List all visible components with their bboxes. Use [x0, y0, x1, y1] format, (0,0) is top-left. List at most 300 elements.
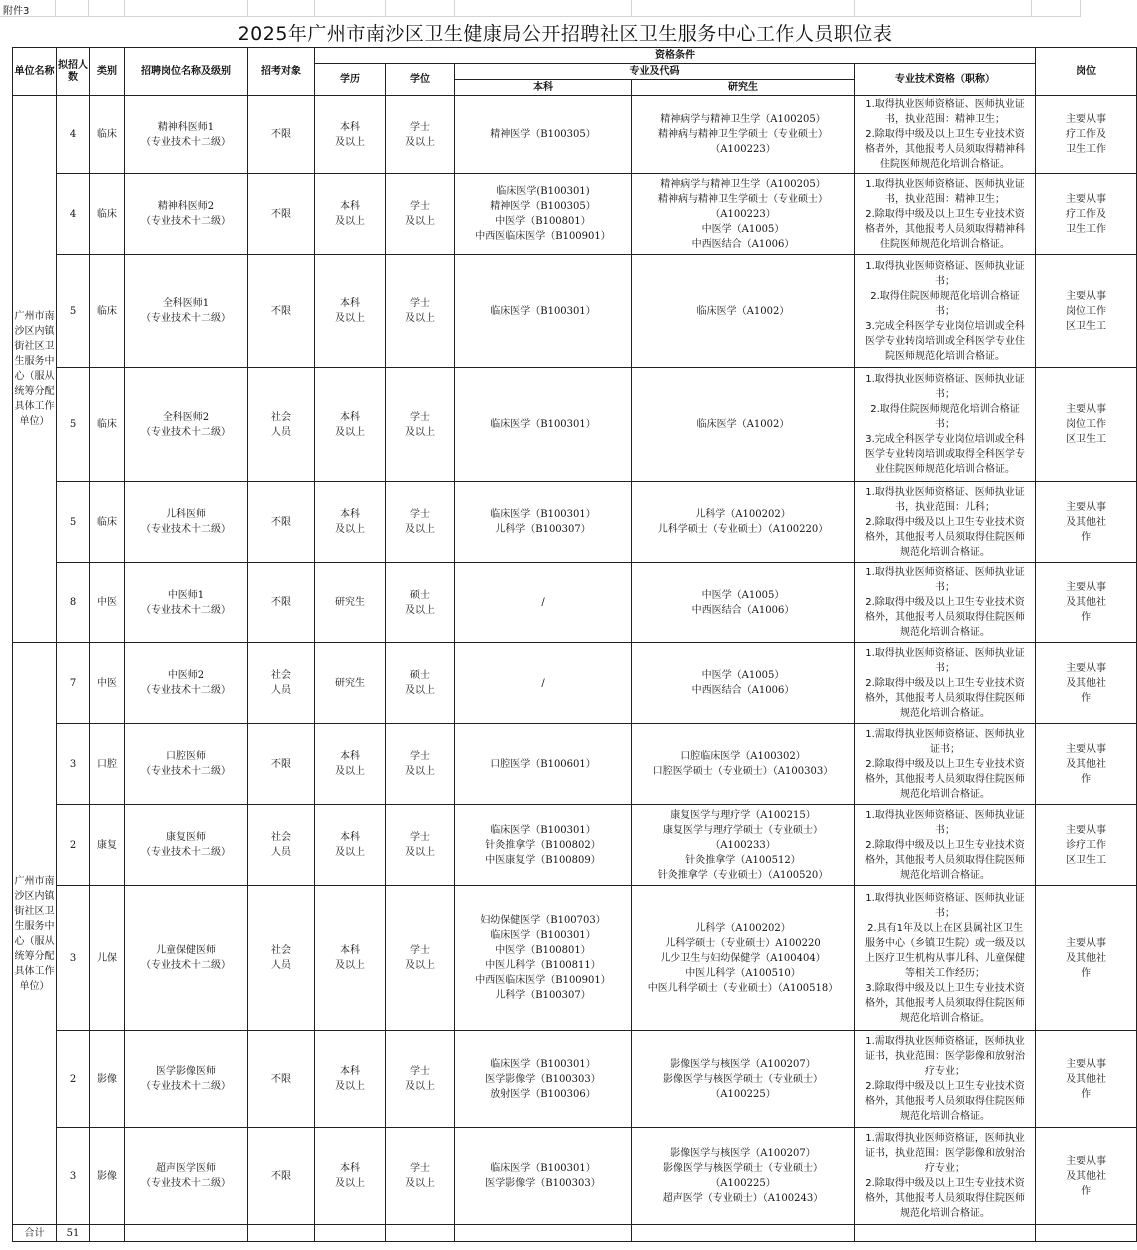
text-line: 精神科医师2 [157, 201, 215, 212]
text-line: 精神病与精神卫生学硕士（专业硕士） [658, 129, 828, 140]
text-line: 及其他社 [1066, 677, 1107, 689]
text-line: 规范化培训合格证。 [900, 1208, 991, 1219]
text-line: （专业技术十二级） [141, 1081, 231, 1092]
text-line: 儿童保健医师 [156, 945, 216, 956]
text-line: 2.具有1年及以上在区县属社区卫生 [867, 922, 1023, 934]
text-line: 区卫生工 [1066, 854, 1107, 866]
text-line: 格外，其他报考人员须取得住院医师 [865, 1096, 1026, 1107]
target-cell [248, 886, 315, 1031]
page-title: 2025年广州市南沙区卫生健康局公开招聘社区卫生服务中心工作人员职位表 [237, 23, 893, 45]
text-line: （专业技术十二级） [141, 847, 231, 858]
target-cell [248, 724, 315, 805]
category-cell: 口腔 [90, 724, 125, 805]
cell-text: 学士 及以上 [405, 832, 435, 858]
table-row [13, 174, 1137, 255]
text-line: 医学专业转岗培训或取得全科医学专 [865, 449, 1026, 460]
degree-cell [386, 724, 455, 805]
text-line: 儿少卫生与妇幼保健学（A100404） [660, 952, 826, 964]
text-line: 格外，其他报考人员须取得住院医师 [865, 1193, 1026, 1204]
text-line: 儿科学（A100202） [695, 509, 791, 520]
qualification-cell [855, 805, 1036, 886]
cell-text: 不限 [271, 129, 291, 140]
text-line: 中西医临床医学（B100901） [475, 231, 611, 242]
cell-text: 硕士 及以上 [405, 589, 435, 616]
education-cell [315, 174, 386, 255]
text-line: 书； [935, 907, 956, 919]
text-line: 作 [1081, 773, 1092, 785]
table-row [13, 368, 1137, 482]
text-line: 岗位工作 [1066, 305, 1107, 317]
table-row [13, 563, 1137, 643]
text-line: 医学影像学（B100303） [485, 1073, 601, 1085]
text-line: 格外，其他报考人员须取得住院医师 [865, 854, 1026, 866]
text-line: 住院医师规范化培训合格证。 [880, 159, 1011, 170]
total-label: 合计 [13, 1225, 57, 1242]
text-line: （专业技术十二级） [141, 426, 231, 438]
text-line: 中医儿科学（A100510） [685, 967, 801, 979]
total-row [13, 1225, 1137, 1242]
text-line: 针灸推拿学（B100802） [485, 839, 601, 851]
category-cell: 康复 [90, 805, 125, 886]
table-row [13, 255, 1137, 368]
text-line: 主要从事 [1066, 193, 1107, 205]
text-line: 格外，其他报考人员须取得住院医师 [865, 692, 1026, 704]
header-quota: 拟招人数 [57, 48, 90, 96]
text-line: 书； [935, 582, 956, 593]
text-line: 中西医结合（A1006） [691, 604, 795, 616]
table-row [13, 886, 1137, 1031]
text-line: 精神医学（B100305） [490, 129, 596, 140]
text-line: 疗专业； [925, 1163, 966, 1174]
text-line: 2.除取得中级及以上卫生专业技术资 [865, 1081, 1025, 1092]
header-category: 类别 [90, 48, 125, 96]
category-cell: 临床 [90, 368, 125, 482]
table-row [13, 482, 1137, 563]
post-cell [125, 174, 248, 255]
text-line: 规范化培训合格证。 [900, 869, 991, 881]
text-line: 全科医师1 [162, 298, 210, 309]
education-cell [315, 368, 386, 482]
text-line: 影像医学与核医学（A100207） [670, 1058, 816, 1070]
degree-cell [386, 96, 455, 174]
text-line: 3.完成全科医学专业岗位培训或全科 [865, 320, 1025, 332]
text-line: 医学专业转岗培训或全科医学专业住 [865, 335, 1026, 347]
text-line: （专业技术十二级） [141, 313, 231, 324]
degree-cell [386, 368, 455, 482]
text-line: 口腔医学（B100601） [490, 758, 596, 770]
text-line: 区卫生工 [1066, 434, 1107, 445]
target-cell [248, 1128, 315, 1225]
text-line: 2.取得住院医师规范化培训合格证 [870, 404, 1020, 415]
cell-text: 本科 及以上 [335, 751, 365, 777]
text-line: 2.除取得中级及以上卫生专业技术资 [865, 1178, 1025, 1189]
category-cell: 中医 [90, 563, 125, 643]
cell-text: 社会 人员 [271, 670, 291, 696]
text-line: 儿科学（B100307） [495, 524, 591, 535]
category-cell: 影像 [90, 1031, 125, 1128]
quota-cell: 4 [57, 96, 90, 174]
graduate-major-cell [632, 563, 855, 643]
text-line: 书； [935, 824, 956, 836]
target-cell [248, 805, 315, 886]
text-line: 书； [935, 662, 956, 674]
text-line: 主要从事 [1066, 501, 1107, 513]
graduate-major-cell [632, 724, 855, 805]
text-line: 中医师2 [167, 670, 205, 681]
qualification-cell [855, 1128, 1036, 1225]
graduate-major-cell [632, 174, 855, 255]
text-line: 作 [1081, 1185, 1092, 1197]
text-line: 格者外，其他报考人员须取得精神科 [865, 223, 1026, 235]
quota-cell: 5 [57, 255, 90, 368]
text-line: 2.取得住院医师规范化培训合格证 [870, 290, 1020, 302]
text-line: 精神科医师1 [157, 121, 215, 133]
text-line: 精神病学与精神卫生学（A100205） [660, 114, 826, 125]
cell-text: 不限 [271, 1073, 291, 1085]
undergrad-major-cell [455, 174, 632, 255]
duty-cell [1036, 805, 1137, 886]
text-line: 2.除取得中级及以上卫生专业技术资 [865, 208, 1025, 220]
header-undergrad: 本科 [455, 80, 632, 96]
table-row [13, 1031, 1137, 1128]
text-line: 儿科学（A100202） [695, 922, 791, 934]
text-line: 疗工作及 [1066, 129, 1107, 140]
degree-cell [386, 255, 455, 368]
text-line: 中医学（A1005） [701, 670, 785, 681]
quota-cell: 5 [57, 368, 90, 482]
cell-text: 不限 [271, 305, 291, 317]
duty-cell [1036, 255, 1137, 368]
degree-cell [386, 1128, 455, 1225]
text-line: 精神医学（B100305） [490, 201, 596, 212]
text-line: 精神病学与精神卫生学（A100205） [660, 178, 826, 190]
undergrad-major-cell [455, 886, 632, 1031]
text-line: 规范化培训合格证。 [900, 1012, 991, 1024]
text-line: 临床医学（A1002） [696, 305, 790, 317]
cell-text: 本科 及以上 [335, 945, 365, 971]
undergrad-major-cell [455, 96, 632, 174]
empty-cell [125, 1225, 248, 1242]
text-line: （专业技术十二级） [141, 766, 231, 777]
text-line: 1.取得执业医师资格证、医师执业证 [865, 567, 1025, 578]
text-line: 作 [1081, 692, 1092, 704]
text-line: 及其他社 [1066, 1170, 1107, 1182]
quota-cell: 5 [57, 482, 90, 563]
cell-text: 学士 及以上 [405, 298, 435, 324]
text-line: 临床医学（A1002） [696, 419, 790, 430]
text-line: 2.除取得中级及以上卫生专业技术资 [865, 597, 1025, 608]
undergrad-major-cell [455, 1128, 632, 1225]
text-line: 作 [1081, 531, 1092, 543]
duty-cell [1036, 724, 1137, 805]
text-line: （专业技术十二级） [141, 960, 231, 971]
cell-text: 本科 及以上 [335, 411, 365, 438]
text-line: （专业技术十二级） [141, 685, 231, 696]
degree-cell [386, 482, 455, 563]
text-line: 主要从事 [1066, 114, 1107, 125]
education-cell [315, 255, 386, 368]
cell-text: 不限 [271, 1170, 291, 1182]
text-line: 临床医学（B100301） [490, 1058, 596, 1070]
cell-text: 社会 人员 [271, 832, 291, 858]
graduate-major-cell [632, 255, 855, 368]
cell-text: 学士 及以上 [405, 751, 435, 777]
education-cell [315, 1031, 386, 1128]
text-line: 口腔临床医学（A100302） [680, 751, 806, 762]
text-line: 精神病与精神卫生学硕士（专业硕士） [658, 193, 828, 205]
text-line: （专业技术十二级） [141, 604, 231, 616]
cell-text: 社会 人员 [271, 945, 291, 971]
empty-cell [632, 1225, 855, 1242]
table-row [13, 805, 1137, 886]
text-line: 1.需取得执业医师资格证，医师执业 [865, 1133, 1025, 1144]
text-line: 2.除取得中级及以上卫生专业技术资 [865, 839, 1025, 851]
text-line: （A100223） [710, 144, 776, 155]
text-line: 针灸推拿学（专业硕士）（A100520） [657, 869, 829, 881]
qualification-cell [855, 643, 1036, 724]
header-target: 招考对象 [248, 48, 315, 96]
qualification-cell [855, 482, 1036, 563]
category-cell: 临床 [90, 96, 125, 174]
post-cell [125, 482, 248, 563]
duty-cell [1036, 643, 1137, 724]
text-line: 及其他社 [1066, 597, 1107, 608]
post-cell [125, 368, 248, 482]
education-cell [315, 886, 386, 1031]
cell-text: 研究生 [335, 677, 365, 689]
text-line: 证书，执业范围：医学影像和放射治 [865, 1148, 1026, 1159]
header-title-req: 专业技术资格（职称） [855, 64, 1036, 96]
text-line: 1.取得执业医师资格证、医师执业证 [865, 99, 1025, 110]
cell-text: 硕士 及以上 [405, 670, 435, 696]
text-line: 业住院医师规范化培训合格证。 [875, 464, 1016, 475]
text-line: 中医康复学（B100809） [485, 854, 601, 866]
post-cell [125, 255, 248, 368]
target-cell [248, 643, 315, 724]
graduate-major-cell [632, 1128, 855, 1225]
post-cell [125, 96, 248, 174]
graduate-major-cell [632, 1031, 855, 1128]
cell-text: 学士 及以上 [405, 509, 435, 535]
duty-cell [1036, 368, 1137, 482]
text-line: 诊疗工作 [1066, 839, 1107, 851]
undergrad-major-cell [455, 643, 632, 724]
text-line: （A100233） [710, 839, 776, 851]
qualification-cell [855, 96, 1036, 174]
category-cell: 中医 [90, 643, 125, 724]
text-line: 规范化培训合格证。 [900, 1111, 991, 1122]
text-line: 康复医学与理疗学硕士（专业硕士） [663, 824, 823, 836]
text-line: 临床医学（B100301） [490, 930, 596, 941]
header-major-group: 专业及代码 [455, 64, 855, 80]
cell-text: 学士 及以上 [405, 201, 435, 227]
text-line: 口腔医学硕士（专业硕士）（A100303） [652, 766, 834, 777]
text-line: 中医学（A1005） [701, 589, 785, 601]
target-cell [248, 368, 315, 482]
text-line: / [541, 677, 545, 689]
text-line: 1.取得执业医师资格证、医师执业证 [865, 647, 1025, 659]
text-line: （A100223） [710, 208, 776, 220]
text-line: 3.完成全科医学专业岗位培训或全科 [865, 434, 1025, 445]
quota-cell: 2 [57, 805, 90, 886]
text-line: 1.需取得执业医师资格证，医师执业 [865, 1036, 1025, 1047]
text-line: 临床医学（B100301） [490, 509, 596, 520]
text-line: 1.取得执业医师资格证、医师执业证 [865, 892, 1025, 904]
header-qualifications: 资格条件 [315, 48, 1036, 64]
cell-text: 学士 及以上 [405, 1163, 435, 1189]
text-line: 康复医师 [166, 832, 206, 843]
empty-cell [315, 1225, 386, 1242]
text-line: 临床医学（B100301） [490, 305, 596, 317]
cell-text: 本科 及以上 [335, 509, 365, 535]
empty-cell [386, 1225, 455, 1242]
post-cell [125, 1128, 248, 1225]
cell-text: 本科 及以上 [335, 1163, 365, 1189]
quota-cell: 8 [57, 563, 90, 643]
text-line: 主要从事 [1066, 582, 1107, 593]
graduate-major-cell [632, 805, 855, 886]
unit-name-cell: 广州市南沙区内镇街社区卫生服务中心（服从统筹分配具体工作单位） [13, 96, 57, 643]
text-line: （专业技术十二级） [141, 524, 231, 535]
text-line: 书； [935, 305, 956, 317]
category-cell: 影像 [90, 1128, 125, 1225]
duty-cell [1036, 482, 1137, 563]
text-line: 放射医学（B100306） [490, 1088, 596, 1100]
text-line: 针灸推拿学（A100512） [685, 854, 801, 866]
text-line: / [541, 597, 545, 608]
header-duty: 岗位 [1036, 48, 1137, 96]
degree-cell [386, 643, 455, 724]
text-line: 1.取得执业医师资格证、医师执业证 [865, 178, 1025, 190]
text-line: 书，执业范围：精神卫生； [885, 114, 1006, 125]
text-line: 中医师1 [167, 589, 205, 601]
post-cell [125, 886, 248, 1031]
qualification-cell [855, 174, 1036, 255]
text-line: 疗工作及 [1066, 208, 1107, 220]
text-line: 临床医学（B100301） [490, 1163, 596, 1174]
text-line: 中医儿科学（B100811） [485, 960, 601, 971]
cell-text: 本科 及以上 [335, 1066, 365, 1092]
education-cell [315, 96, 386, 174]
text-line: 3.除取得中级及以上卫生专业技术资 [865, 982, 1025, 994]
quota-cell: 2 [57, 1031, 90, 1128]
education-cell [315, 482, 386, 563]
text-line: 中医儿科学硕士（专业硕士）（A100518） [647, 982, 839, 994]
text-line: 主要从事 [1066, 824, 1107, 836]
text-line: 中西医临床医学（B100901） [475, 975, 611, 986]
qualification-cell [855, 1031, 1036, 1128]
text-line: 医学影像学（B100303） [485, 1178, 601, 1189]
text-line: 规范化培训合格证。 [900, 627, 991, 638]
text-line: 1.取得执业医师资格证、医师执业证 [865, 809, 1025, 821]
text-line: 上医疗卫生机构从事儿科、儿童保健 [865, 952, 1026, 964]
text-line: 及其他社 [1066, 758, 1107, 770]
target-cell [248, 482, 315, 563]
text-line: 服务中心（乡镇卫生院）或一级及以 [865, 937, 1026, 949]
header-unit: 单位名称 [13, 48, 57, 96]
text-line: 影像医学与核医学硕士（专业硕士） [663, 1163, 823, 1174]
cell-text: 不限 [271, 208, 291, 220]
duty-cell [1036, 96, 1137, 174]
header-education: 学历 [315, 64, 386, 96]
text-line: 书，执业范围：精神卫生； [885, 193, 1006, 205]
header-post: 招聘岗位名称及级别 [125, 48, 248, 96]
target-cell [248, 255, 315, 368]
duty-cell [1036, 563, 1137, 643]
header-graduate: 研究生 [632, 80, 855, 96]
text-line: 中医学（B100801） [495, 945, 591, 956]
unit-name-cell: 广州市南沙区内镇街社区卫生服务中心（服从统筹分配具体工作单位） [13, 643, 57, 1225]
text-line: （专业技术十二级） [141, 136, 231, 148]
cell-text: 研究生 [335, 597, 365, 608]
cell-text: 不限 [271, 516, 291, 528]
qualification-cell [855, 368, 1036, 482]
table-row [13, 724, 1137, 805]
post-cell [125, 1031, 248, 1128]
text-line: 作 [1081, 1088, 1092, 1100]
text-line: 及其他社 [1066, 1073, 1107, 1085]
qualification-cell [855, 724, 1036, 805]
text-line: 超声医学医师 [156, 1163, 216, 1174]
category-cell: 儿保 [90, 886, 125, 1031]
text-line: 全科医师2 [162, 411, 210, 423]
text-line: 证书，执业范围：医学影像和放射治 [865, 1051, 1026, 1062]
text-line: 妇幼保健医学（B100703） [480, 915, 606, 926]
post-cell [125, 805, 248, 886]
graduate-major-cell [632, 643, 855, 724]
text-line: 主要从事 [1066, 404, 1107, 415]
text-line: 影像医学与核医学（A100207） [670, 1148, 816, 1159]
text-line: （A100225） [710, 1178, 776, 1189]
text-line: 卫生工作 [1066, 144, 1107, 155]
text-line: 规范化培训合格证。 [900, 707, 991, 719]
duty-cell [1036, 1128, 1137, 1225]
text-line: 格外，其他报考人员须取得住院医师 [865, 997, 1026, 1009]
text-line: 中西医结合（A1006） [691, 238, 795, 250]
text-line: 中医学（B100801） [495, 216, 591, 227]
undergrad-major-cell [455, 482, 632, 563]
cell-text: 学士 及以上 [405, 945, 435, 971]
text-line: 临床医学（B100301） [490, 419, 596, 430]
empty-cell [455, 1225, 632, 1242]
duty-cell [1036, 174, 1137, 255]
target-cell [248, 563, 315, 643]
text-line: 格者外，其他报考人员须取得精神科 [865, 144, 1026, 155]
cell-text: 学士 及以上 [405, 121, 435, 148]
duty-cell [1036, 1031, 1137, 1128]
text-line: 2.除取得中级及以上卫生专业技术资 [865, 758, 1025, 770]
text-line: 作 [1081, 967, 1092, 979]
empty-cell [855, 1225, 1036, 1242]
duty-cell [1036, 886, 1137, 1031]
undergrad-major-cell [455, 805, 632, 886]
text-line: 临床医学（B100301） [490, 824, 596, 836]
degree-cell [386, 805, 455, 886]
text-line: 儿科学（B100307） [495, 990, 591, 1001]
text-line: 口腔医师 [166, 751, 206, 762]
text-line: 1.需取得执业医师资格证、医师执业 [865, 728, 1025, 740]
target-cell [248, 1031, 315, 1128]
quota-cell: 3 [57, 886, 90, 1031]
target-cell [248, 174, 315, 255]
text-line: 格外，其他报考人员须取得住院医师 [865, 773, 1026, 785]
text-line: 书，执业范围：儿科； [895, 501, 996, 513]
text-line: 书； [935, 275, 956, 287]
cell-text: 学士 及以上 [405, 411, 435, 438]
text-line: 区卫生工 [1066, 320, 1107, 332]
quota-cell: 3 [57, 1128, 90, 1225]
text-line: 中医学（A1005） [701, 223, 785, 235]
